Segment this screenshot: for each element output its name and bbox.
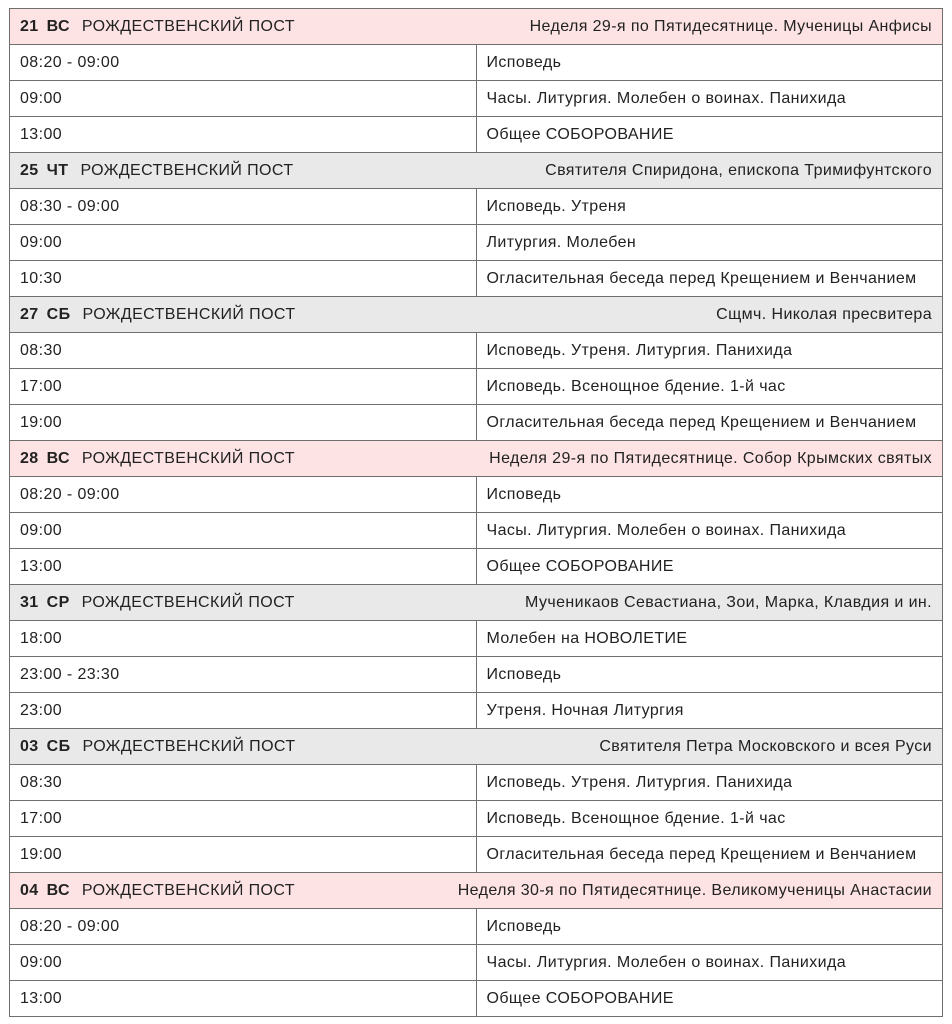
day-date: 28 [20,449,39,467]
day-weekday: СБ [46,305,71,323]
day-weekday: ВС [46,449,70,467]
day-header [20,162,932,180]
service-row [10,549,943,585]
service-event: Исповедь. Всенощное бдение. 1-й час [476,369,943,405]
service-row [10,261,943,297]
day-header [20,18,932,36]
service-event: Часы. Литургия. Молебен о воинах. Панихида [476,945,943,981]
service-row [10,693,943,729]
service-time: 09:00 [10,225,477,261]
day-header [20,594,932,612]
service-time: 19:00 [10,405,477,441]
service-event: Исповедь. Утреня [476,189,943,225]
service-event: Исповедь [476,909,943,945]
day-saint-label: Неделя 29-я по Пятидесятнице. Собор Крымских святых [489,449,932,467]
service-row [10,225,943,261]
service-time: 08:20 - 09:00 [10,909,477,945]
day-header [20,738,932,756]
service-row [10,405,943,441]
day-saint-label: Святителя Петра Московского и всея Руси [599,737,932,755]
service-time: 09:00 [10,81,477,117]
day-date: 21 [20,17,39,35]
day-saint-label: Святителя Спиридона, епископа Тримифунтского [545,161,932,179]
day-fast-label: РОЖДЕСТВЕНСКИЙ ПОСТ [81,17,295,35]
day-header-cell [10,153,943,189]
day-header-cell [10,297,943,333]
day-header-cell [10,873,943,909]
service-row [10,189,943,225]
day-weekday: ЧТ [46,161,69,179]
service-time: 18:00 [10,621,477,657]
service-time: 08:20 - 09:00 [10,477,477,513]
day-header-left [20,162,294,180]
day-fast-label: РОЖДЕСТВЕНСКИЙ ПОСТ [82,305,296,323]
day-fast-label: РОЖДЕСТВЕНСКИЙ ПОСТ [80,161,294,179]
service-event: Исповедь. Всенощное бдение. 1-й час [476,801,943,837]
service-event: Исповедь. Утреня. Литургия. Панихида [476,765,943,801]
day-date: 25 [20,161,39,179]
service-time: 17:00 [10,801,477,837]
service-event: Литургия. Молебен [476,225,943,261]
day-header-cell [10,441,943,477]
day-date: 31 [20,593,39,611]
day-fast-label: РОЖДЕСТВЕНСКИЙ ПОСТ [81,881,295,899]
day-date: 04 [20,881,39,899]
day-header-left [20,738,296,756]
day-weekday: ВС [46,881,70,899]
service-event: Исповедь [476,45,943,81]
day-weekday: ВС [46,17,70,35]
service-row [10,765,943,801]
service-time: 19:00 [10,837,477,873]
day-header-cell [10,729,943,765]
service-row [10,81,943,117]
service-event: Исповедь [476,477,943,513]
service-event: Огласительная беседа перед Крещением и Венчанием [476,261,943,297]
service-time: 08:30 [10,765,477,801]
service-time: 09:00 [10,945,477,981]
service-schedule-table [9,8,943,1017]
day-header-row [10,873,943,909]
service-event: Огласительная беседа перед Крещением и Венчанием [476,837,943,873]
day-header-left [20,18,295,36]
service-event: Общее СОБОРОВАНИЕ [476,981,943,1017]
service-event: Общее СОБОРОВАНИЕ [476,117,943,153]
day-saint-label: Неделя 29-я по Пятидесятнице. Мученицы Анфисы [529,17,932,35]
service-row [10,333,943,369]
day-saint-label: Мученикаов Севастиана, Зои, Марка, Клавдия и ин. [525,593,932,611]
service-row [10,117,943,153]
day-date: 27 [20,305,39,323]
day-fast-label: РОЖДЕСТВЕНСКИЙ ПОСТ [81,449,295,467]
day-header-row [10,585,943,621]
day-header-left [20,450,295,468]
day-header-row [10,729,943,765]
day-header [20,450,932,468]
day-weekday: СР [46,593,70,611]
service-event: Часы. Литургия. Молебен о воинах. Панихида [476,81,943,117]
service-row [10,801,943,837]
day-header-left [20,306,296,324]
service-time: 13:00 [10,981,477,1017]
day-header-cell [10,585,943,621]
day-date: 03 [20,737,39,755]
service-row [10,657,943,693]
schedule-body [10,9,943,1017]
day-header-left [20,594,295,612]
service-time: 13:00 [10,117,477,153]
service-time: 08:30 [10,333,477,369]
service-event: Молебен на НОВОЛЕТИЕ [476,621,943,657]
service-event: Исповедь [476,657,943,693]
service-event: Исповедь. Утреня. Литургия. Панихида [476,333,943,369]
service-row [10,945,943,981]
day-saint-label: Сщмч. Николая пресвитера [716,305,932,323]
day-header-left [20,882,295,900]
service-row [10,909,943,945]
service-time: 17:00 [10,369,477,405]
service-time: 09:00 [10,513,477,549]
day-header-row [10,153,943,189]
day-header [20,882,932,900]
day-saint-label: Неделя 30-я по Пятидесятнице. Великомученицы Анастасии [457,881,932,899]
day-header-cell [10,9,943,45]
service-time: 23:00 [10,693,477,729]
day-header-row [10,9,943,45]
service-time: 13:00 [10,549,477,585]
service-time: 08:30 - 09:00 [10,189,477,225]
service-row [10,513,943,549]
service-event: Огласительная беседа перед Крещением и Венчанием [476,405,943,441]
service-row [10,837,943,873]
day-fast-label: РОЖДЕСТВЕНСКИЙ ПОСТ [81,593,295,611]
service-row [10,45,943,81]
day-header-row [10,297,943,333]
service-time: 08:20 - 09:00 [10,45,477,81]
service-row [10,477,943,513]
service-time: 10:30 [10,261,477,297]
service-row [10,981,943,1017]
day-fast-label: РОЖДЕСТВЕНСКИЙ ПОСТ [82,737,296,755]
service-event: Утреня. Ночная Литургия [476,693,943,729]
service-row [10,621,943,657]
day-header [20,306,932,324]
day-weekday: СБ [46,737,71,755]
service-event: Общее СОБОРОВАНИЕ [476,549,943,585]
service-row [10,369,943,405]
service-time: 23:00 - 23:30 [10,657,477,693]
service-event: Часы. Литургия. Молебен о воинах. Панихида [476,513,943,549]
day-header-row [10,441,943,477]
